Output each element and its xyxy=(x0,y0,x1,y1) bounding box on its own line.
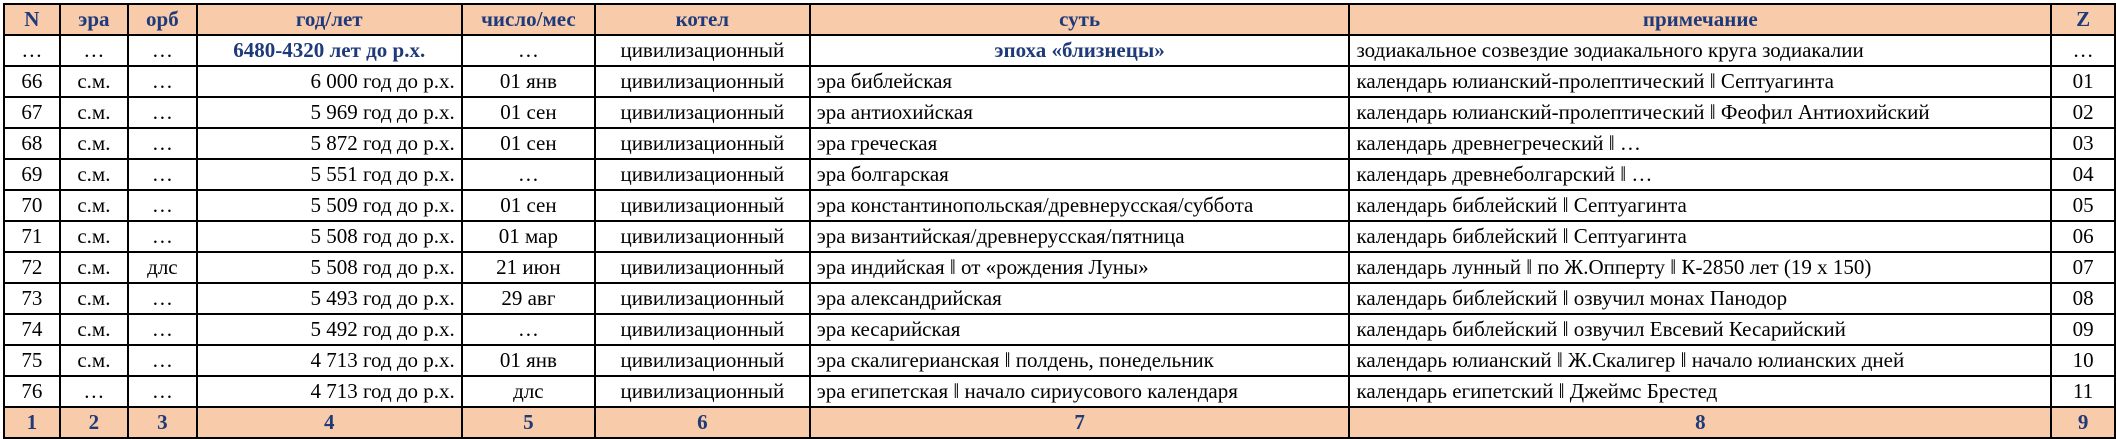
cell-year[interactable]: 6480-4320 лет до р.х. xyxy=(197,35,462,66)
cell-kotel[interactable]: цивилизационный xyxy=(595,97,810,128)
cell-z[interactable]: 03 xyxy=(2051,128,2115,159)
cell-kotel[interactable]: цивилизационный xyxy=(595,128,810,159)
table-row xyxy=(4,97,2115,128)
cell-year[interactable]: 5 551 год до р.х. xyxy=(197,159,462,190)
footer-cell[interactable]: 9 xyxy=(2051,407,2115,438)
cell-sut[interactable]: эра библейская xyxy=(810,66,1350,97)
cell-note[interactable]: календарь древнегреческий ‖ … xyxy=(1349,128,2051,159)
cell-date[interactable]: … xyxy=(462,159,595,190)
cell-n[interactable]: 69 xyxy=(4,159,60,190)
footer-cell[interactable]: 3 xyxy=(128,407,196,438)
footer-cell[interactable]: 1 xyxy=(4,407,60,438)
cell-orb[interactable]: … xyxy=(128,190,196,221)
cell-n[interactable]: 71 xyxy=(4,221,60,252)
cell-kotel[interactable]: цивилизационный xyxy=(595,221,810,252)
cell-kotel[interactable]: цивилизационный xyxy=(595,190,810,221)
table-row xyxy=(4,221,2115,252)
footer-cell[interactable]: 6 xyxy=(595,407,810,438)
cell-z[interactable]: 09 xyxy=(2051,314,2115,345)
cell-year[interactable]: 5 969 год до р.х. xyxy=(197,97,462,128)
cell-year[interactable]: 5 508 год до р.х. xyxy=(197,252,462,283)
cell-n[interactable]: 75 xyxy=(4,345,60,376)
cell-era[interactable]: с.м. xyxy=(60,314,129,345)
cell-note[interactable]: календарь библейский ‖ Септуагинта xyxy=(1349,221,2051,252)
cell-kotel[interactable]: цивилизационный xyxy=(595,35,810,66)
table-row xyxy=(4,376,2115,407)
cell-z[interactable]: 05 xyxy=(2051,190,2115,221)
cell-kotel[interactable]: цивилизационный xyxy=(595,345,810,376)
table-row xyxy=(4,283,2115,314)
cell-sut[interactable]: эра греческая xyxy=(810,128,1350,159)
cell-era[interactable]: … xyxy=(60,376,129,407)
cell-date[interactable]: 29 авг xyxy=(462,283,595,314)
cell-era[interactable]: с.м. xyxy=(60,128,129,159)
cell-era[interactable]: … xyxy=(60,35,129,66)
cell-date[interactable]: … xyxy=(462,35,595,66)
footer-cell[interactable]: 5 xyxy=(462,407,595,438)
cell-kotel[interactable]: цивилизационный xyxy=(595,314,810,345)
cell-date[interactable]: 01 мар xyxy=(462,221,595,252)
cell-kotel[interactable]: цивилизационный xyxy=(595,66,810,97)
footer-cell[interactable]: 4 xyxy=(197,407,462,438)
cell-era[interactable]: с.м. xyxy=(60,345,129,376)
cell-note[interactable]: календарь юлианский ‖ Ж.Скалигер ‖ начало юлианских дней xyxy=(1349,345,2051,376)
cell-note[interactable]: зодиакальное созвездие зодиакального круга зодиакалии xyxy=(1349,35,2051,66)
table-row xyxy=(4,159,2115,190)
cell-kotel[interactable]: цивилизационный xyxy=(595,283,810,314)
header-cell-note[interactable]: примечание xyxy=(1349,4,2051,35)
footer-cell[interactable]: 8 xyxy=(1349,407,2051,438)
cell-era[interactable]: с.м. xyxy=(60,283,129,314)
cell-n[interactable]: 70 xyxy=(4,190,60,221)
cell-n[interactable]: 66 xyxy=(4,66,60,97)
table-row xyxy=(4,314,2115,345)
cell-sut[interactable]: эра скалигерианская ‖ полдень, понедельник xyxy=(810,345,1350,376)
header-cell-era[interactable]: эра xyxy=(60,4,129,35)
cell-sut[interactable]: эпоха «близнецы» xyxy=(810,35,1350,66)
cell-date[interactable]: 01 янв xyxy=(462,345,595,376)
cell-date[interactable]: 21 июн xyxy=(462,252,595,283)
header-cell-n[interactable]: N xyxy=(4,4,60,35)
cell-era[interactable]: с.м. xyxy=(60,252,129,283)
cell-era[interactable]: с.м. xyxy=(60,221,129,252)
table-row xyxy=(4,35,2115,66)
cell-orb[interactable]: … xyxy=(128,128,196,159)
header-row xyxy=(4,4,2115,35)
cell-n[interactable]: 68 xyxy=(4,128,60,159)
cell-orb[interactable]: длс xyxy=(128,252,196,283)
cell-z[interactable]: 06 xyxy=(2051,221,2115,252)
cell-year[interactable]: 5 508 год до р.х. xyxy=(197,221,462,252)
cell-note[interactable]: календарь библейский ‖ Септуагинта xyxy=(1349,190,2051,221)
cell-z[interactable]: 07 xyxy=(2051,252,2115,283)
cell-orb[interactable]: … xyxy=(128,97,196,128)
cell-date[interactable]: … xyxy=(462,314,595,345)
header-cell-z[interactable]: Z xyxy=(2051,4,2115,35)
cell-note[interactable]: календарь египетский ‖ Джеймс Брестед xyxy=(1349,376,2051,407)
cell-sut[interactable]: эра индийская ‖ от «рождения Луны» xyxy=(810,252,1350,283)
footer-cell[interactable]: 7 xyxy=(810,407,1350,438)
table-row xyxy=(4,345,2115,376)
cell-sut[interactable]: эра египетская ‖ начало сириусового календаря xyxy=(810,376,1350,407)
data-table xyxy=(3,3,2116,439)
table-row xyxy=(4,190,2115,221)
cell-date[interactable]: 01 сен xyxy=(462,97,595,128)
cell-z[interactable]: 01 xyxy=(2051,66,2115,97)
cell-year[interactable]: 6 000 год до р.х. xyxy=(197,66,462,97)
cell-year[interactable]: 4 713 год до р.х. xyxy=(197,376,462,407)
cell-note[interactable]: календарь древнеболгарский ‖ … xyxy=(1349,159,2051,190)
cell-date[interactable]: 01 сен xyxy=(462,190,595,221)
cell-orb[interactable]: … xyxy=(128,345,196,376)
cell-n[interactable]: … xyxy=(4,35,60,66)
header-cell-orb[interactable]: орб xyxy=(128,4,196,35)
footer-cell[interactable]: 2 xyxy=(60,407,129,438)
header-cell-kotel[interactable]: котел xyxy=(595,4,810,35)
cell-date[interactable]: 01 сен xyxy=(462,128,595,159)
cell-orb[interactable]: … xyxy=(128,376,196,407)
cell-note[interactable]: календарь библейский ‖ озвучил монах Панодор xyxy=(1349,283,2051,314)
cell-kotel[interactable]: цивилизационный xyxy=(595,159,810,190)
cell-z[interactable]: 08 xyxy=(2051,283,2115,314)
cell-z[interactable]: 10 xyxy=(2051,345,2115,376)
cell-n[interactable]: 74 xyxy=(4,314,60,345)
header-cell-sut[interactable]: суть xyxy=(810,4,1350,35)
cell-year[interactable]: 5 509 год до р.х. xyxy=(197,190,462,221)
cell-era[interactable]: с.м. xyxy=(60,159,129,190)
cell-orb[interactable]: … xyxy=(128,66,196,97)
cell-n[interactable]: 72 xyxy=(4,252,60,283)
cell-era[interactable]: с.м. xyxy=(60,97,129,128)
cell-note[interactable]: календарь юлианский-пролептический ‖ Септуагинта xyxy=(1349,66,2051,97)
cell-orb[interactable]: … xyxy=(128,314,196,345)
table-row xyxy=(4,66,2115,97)
cell-orb[interactable]: … xyxy=(128,283,196,314)
cell-z[interactable]: … xyxy=(2051,35,2115,66)
cell-year[interactable]: 5 872 год до р.х. xyxy=(197,128,462,159)
cell-sut[interactable]: эра константинопольская/древнерусская/суббота xyxy=(810,190,1350,221)
header-cell-year[interactable]: год/лет xyxy=(197,4,462,35)
cell-sut[interactable]: эра александрийская xyxy=(810,283,1350,314)
table-row xyxy=(4,128,2115,159)
cell-z[interactable]: 02 xyxy=(2051,97,2115,128)
cell-year[interactable]: 4 713 год до р.х. xyxy=(197,345,462,376)
cell-sut[interactable]: эра византийская/древнерусская/пятница xyxy=(810,221,1350,252)
cell-n[interactable]: 67 xyxy=(4,97,60,128)
cell-note[interactable]: календарь библейский ‖ озвучил Евсевий Кесарийский xyxy=(1349,314,2051,345)
cell-sut[interactable]: эра болгарская xyxy=(810,159,1350,190)
cell-era[interactable]: с.м. xyxy=(60,66,129,97)
cell-z[interactable]: 04 xyxy=(2051,159,2115,190)
cell-era[interactable]: с.м. xyxy=(60,190,129,221)
cell-date[interactable]: 01 янв xyxy=(462,66,595,97)
table-row xyxy=(4,252,2115,283)
cell-kotel[interactable]: цивилизационный xyxy=(595,252,810,283)
cell-kotel[interactable]: цивилизационный xyxy=(595,376,810,407)
cell-note[interactable]: календарь юлианский-пролептический ‖ Феофил Антиохийский xyxy=(1349,97,2051,128)
cell-note[interactable]: календарь лунный ‖ по Ж.Опперту ‖ К-2850 лет (19 x 150) xyxy=(1349,252,2051,283)
cell-year[interactable]: 5 493 год до р.х. xyxy=(197,283,462,314)
cell-date[interactable]: длс xyxy=(462,376,595,407)
cell-year[interactable]: 5 492 год до р.х. xyxy=(197,314,462,345)
cell-n[interactable]: 76 xyxy=(4,376,60,407)
cell-n[interactable]: 73 xyxy=(4,283,60,314)
cell-z[interactable]: 11 xyxy=(2051,376,2115,407)
cell-sut[interactable]: эра кесарийская xyxy=(810,314,1350,345)
header-cell-date[interactable]: число/мес xyxy=(462,4,595,35)
cell-orb[interactable]: … xyxy=(128,221,196,252)
cell-orb[interactable]: … xyxy=(128,159,196,190)
cell-orb[interactable]: … xyxy=(128,35,196,66)
cell-sut[interactable]: эра антиохийская xyxy=(810,97,1350,128)
